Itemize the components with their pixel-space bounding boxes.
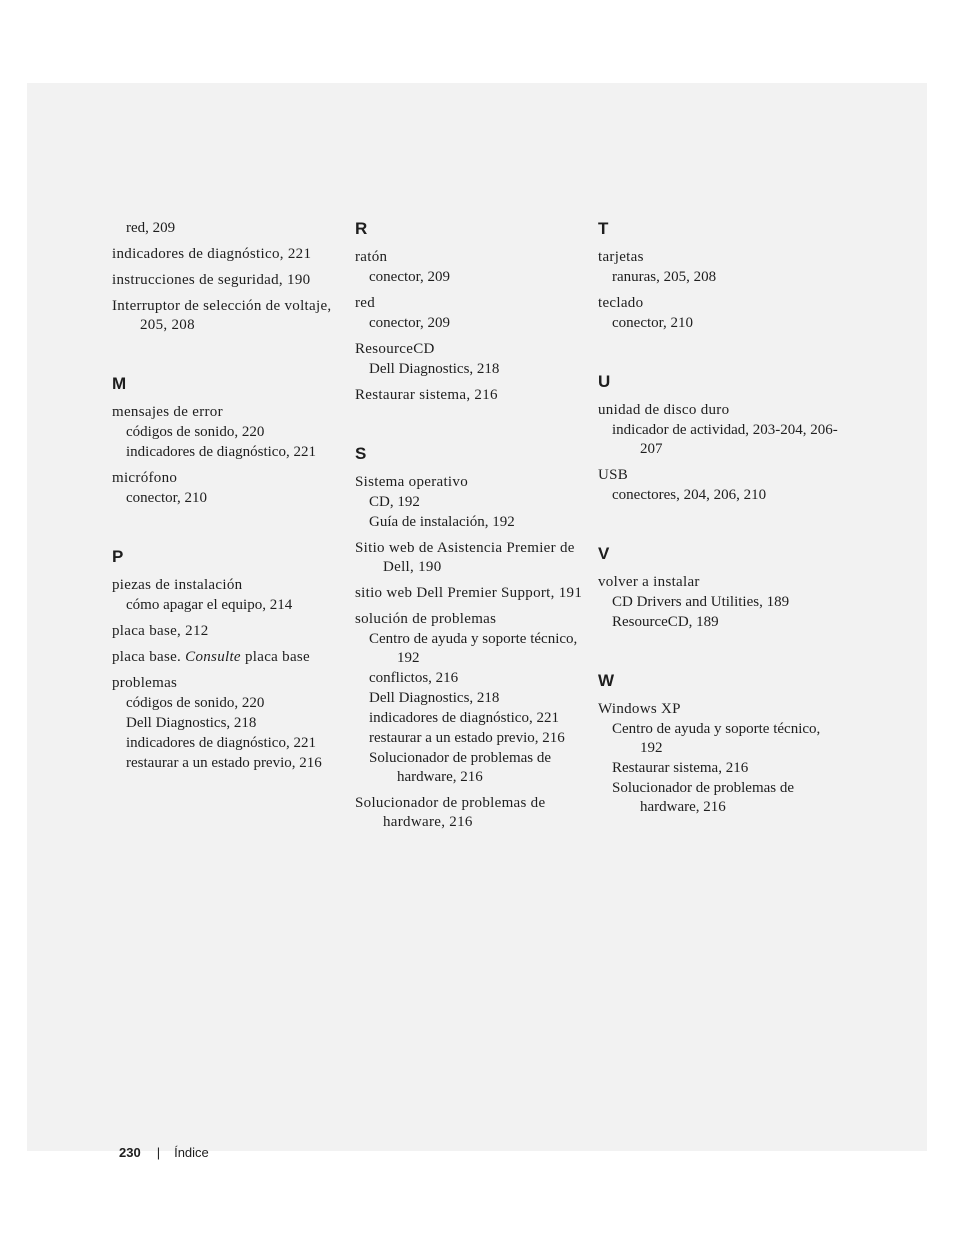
index-letter-heading: U bbox=[598, 372, 611, 391]
index-entry bbox=[598, 466, 838, 505]
index-entry-term bbox=[355, 584, 595, 603]
index-entry-term bbox=[598, 248, 838, 267]
index-entry bbox=[355, 294, 595, 333]
index-column-2 bbox=[355, 219, 595, 839]
footer-section-title: Índice bbox=[174, 1145, 209, 1160]
index-subentry: cómo apagar el equipo, 214 bbox=[126, 597, 293, 613]
index-entry bbox=[112, 271, 352, 290]
index-entry-term bbox=[598, 401, 838, 420]
index-entry-text: ResourceCD bbox=[355, 341, 435, 357]
index-entry-term bbox=[112, 469, 352, 488]
index-entry bbox=[355, 794, 595, 832]
index-subentry: Solucionador de problemas de hardware, 216 bbox=[369, 750, 552, 785]
index-subentry: Solucionador de problemas de hardware, 216 bbox=[612, 780, 795, 815]
index-entry-text: sitio web Dell Premier Support, 191 bbox=[355, 585, 583, 601]
index-entry-term bbox=[112, 403, 352, 422]
index-column-3 bbox=[598, 219, 838, 824]
index-entry bbox=[355, 248, 595, 287]
section-gap bbox=[355, 412, 595, 444]
index-entry-text: Windows XP bbox=[598, 701, 681, 717]
page-footer bbox=[119, 1145, 209, 1160]
index-entry-text: red bbox=[355, 295, 376, 311]
index-entry-text: solución de problemas bbox=[355, 611, 497, 627]
index-entry-term bbox=[598, 294, 838, 313]
section-gap bbox=[112, 515, 352, 547]
index-entry-term bbox=[355, 294, 595, 313]
index-subentry: indicadores de diagnóstico, 221 bbox=[126, 735, 316, 751]
page-number: 230 bbox=[119, 1145, 141, 1160]
index-entry-term bbox=[112, 648, 352, 667]
index-entry-term bbox=[598, 700, 838, 719]
index-entry-text: piezas de instalación bbox=[112, 577, 243, 593]
index-subentry: conflictos, 216 bbox=[369, 670, 459, 686]
index-subentry: conector, 210 bbox=[612, 315, 694, 331]
index-letter-heading: P bbox=[112, 547, 124, 566]
index-entry bbox=[112, 674, 352, 773]
index-letter-heading: V bbox=[598, 544, 610, 563]
index-entry-term bbox=[355, 610, 595, 629]
index-entry bbox=[112, 469, 352, 508]
index-letter-heading: T bbox=[598, 219, 609, 238]
section-gap bbox=[112, 342, 352, 374]
index-entry bbox=[355, 386, 595, 405]
index-entry-term bbox=[112, 271, 352, 290]
index-entry bbox=[112, 297, 352, 335]
index-entry-text: placa base, 212 bbox=[112, 623, 209, 639]
index-entry-text: volver a instalar bbox=[598, 574, 700, 590]
index-subentry: Centro de ayuda y soporte técnico, 192 bbox=[369, 631, 578, 666]
index-entry-text: teclado bbox=[598, 295, 644, 311]
index-entry-text: placa base. bbox=[112, 649, 182, 665]
index-entry-text: instrucciones de seguridad, 190 bbox=[112, 272, 311, 288]
cross-reference-label: Consulte bbox=[185, 649, 241, 665]
index-subentry: Dell Diagnostics, 218 bbox=[126, 715, 257, 731]
index-subentry: restaurar a un estado previo, 216 bbox=[369, 730, 565, 746]
index-subentry: CD, 192 bbox=[369, 494, 420, 510]
index-entry bbox=[355, 473, 595, 532]
index-entry-term bbox=[112, 674, 352, 693]
index-entry-term bbox=[355, 248, 595, 267]
index-subentry: conector, 209 bbox=[369, 315, 451, 331]
index-entry bbox=[112, 245, 352, 264]
index-entry-term bbox=[355, 386, 595, 405]
index-subentry: Centro de ayuda y soporte técnico, 192 bbox=[612, 721, 821, 756]
index-entry-term bbox=[112, 622, 352, 641]
index-entry bbox=[598, 573, 838, 632]
index-entry-term bbox=[598, 573, 838, 592]
index-entry bbox=[355, 610, 595, 787]
index-entry bbox=[112, 648, 352, 667]
index-subentry: conector, 210 bbox=[126, 490, 208, 506]
index-subentry: Guía de instalación, 192 bbox=[369, 514, 515, 530]
index-entry-term bbox=[598, 466, 838, 485]
index-entry-term bbox=[112, 576, 352, 595]
section-gap bbox=[598, 512, 838, 544]
index-entry-text: ratón bbox=[355, 249, 388, 265]
index-entry-text: USB bbox=[598, 467, 629, 483]
index-subentry: ResourceCD, 189 bbox=[612, 614, 719, 630]
index-subentry: Dell Diagnostics, 218 bbox=[369, 361, 500, 377]
index-subentry: Dell Diagnostics, 218 bbox=[369, 690, 500, 706]
index-letter-heading: R bbox=[355, 219, 368, 238]
index-subentry: ranuras, 205, 208 bbox=[612, 269, 717, 285]
index-entry bbox=[112, 576, 352, 615]
index-subentry: CD Drivers and Utilities, 189 bbox=[612, 594, 790, 610]
index-entry bbox=[598, 700, 838, 817]
index-entry-text: indicadores de diagnóstico, 221 bbox=[112, 246, 312, 262]
index-entry-text: Interruptor de selección de voltaje, 205, 208 bbox=[112, 298, 332, 333]
index-entry bbox=[112, 622, 352, 641]
footer-separator: | bbox=[156, 1145, 161, 1160]
index-entry-term bbox=[355, 794, 595, 832]
index-entry-term bbox=[355, 473, 595, 492]
index-entry-term bbox=[355, 539, 595, 577]
index-letter-heading: S bbox=[355, 444, 367, 463]
index-subentry: Restaurar sistema, 216 bbox=[612, 760, 749, 776]
index-entry-text: Sitio web de Asistencia Premier de Dell, 190 bbox=[355, 540, 575, 575]
index-entry-term bbox=[112, 297, 352, 335]
index-entry-text: Restaurar sistema, 216 bbox=[355, 387, 498, 403]
index-entry-text: unidad de disco duro bbox=[598, 402, 730, 418]
page-sheet bbox=[27, 83, 927, 1160]
index-entry bbox=[355, 340, 595, 379]
section-gap bbox=[598, 340, 838, 372]
index-subentry: red, 209 bbox=[126, 220, 176, 236]
index-subentry: códigos de sonido, 220 bbox=[126, 695, 265, 711]
index-subentry: conector, 209 bbox=[369, 269, 451, 285]
index-entry bbox=[355, 539, 595, 577]
index-entry-text: mensajes de error bbox=[112, 404, 223, 420]
index-entry-text: micrófono bbox=[112, 470, 178, 486]
section-gap bbox=[598, 639, 838, 671]
cross-reference-target: placa base bbox=[244, 649, 311, 665]
index-entry-term bbox=[112, 245, 352, 264]
index-column-1 bbox=[112, 219, 352, 780]
index-entry bbox=[112, 403, 352, 462]
index-subentry: códigos de sonido, 220 bbox=[126, 424, 265, 440]
index-subentry: indicadores de diagnóstico, 221 bbox=[126, 444, 316, 460]
index-letter-heading: W bbox=[598, 671, 615, 690]
index-entry-text: tarjetas bbox=[598, 249, 644, 265]
index-entry-text: Solucionador de problemas de hardware, 216 bbox=[355, 795, 546, 830]
index-entry-text: Sistema operativo bbox=[355, 474, 468, 490]
index-entry bbox=[355, 584, 595, 603]
index-entry-text: problemas bbox=[112, 675, 178, 691]
index-subentry: indicadores de diagnóstico, 221 bbox=[369, 710, 559, 726]
index-entry bbox=[598, 401, 838, 459]
index-subentry: restaurar a un estado previo, 216 bbox=[126, 755, 322, 771]
index-entry bbox=[598, 248, 838, 287]
index-letter-heading: M bbox=[112, 374, 127, 393]
index-subentry: conectores, 204, 206, 210 bbox=[612, 487, 767, 503]
index-subentry: indicador de actividad, 203-204, 206-207 bbox=[612, 422, 838, 457]
index-entry-term bbox=[355, 340, 595, 359]
index-entry bbox=[598, 294, 838, 333]
